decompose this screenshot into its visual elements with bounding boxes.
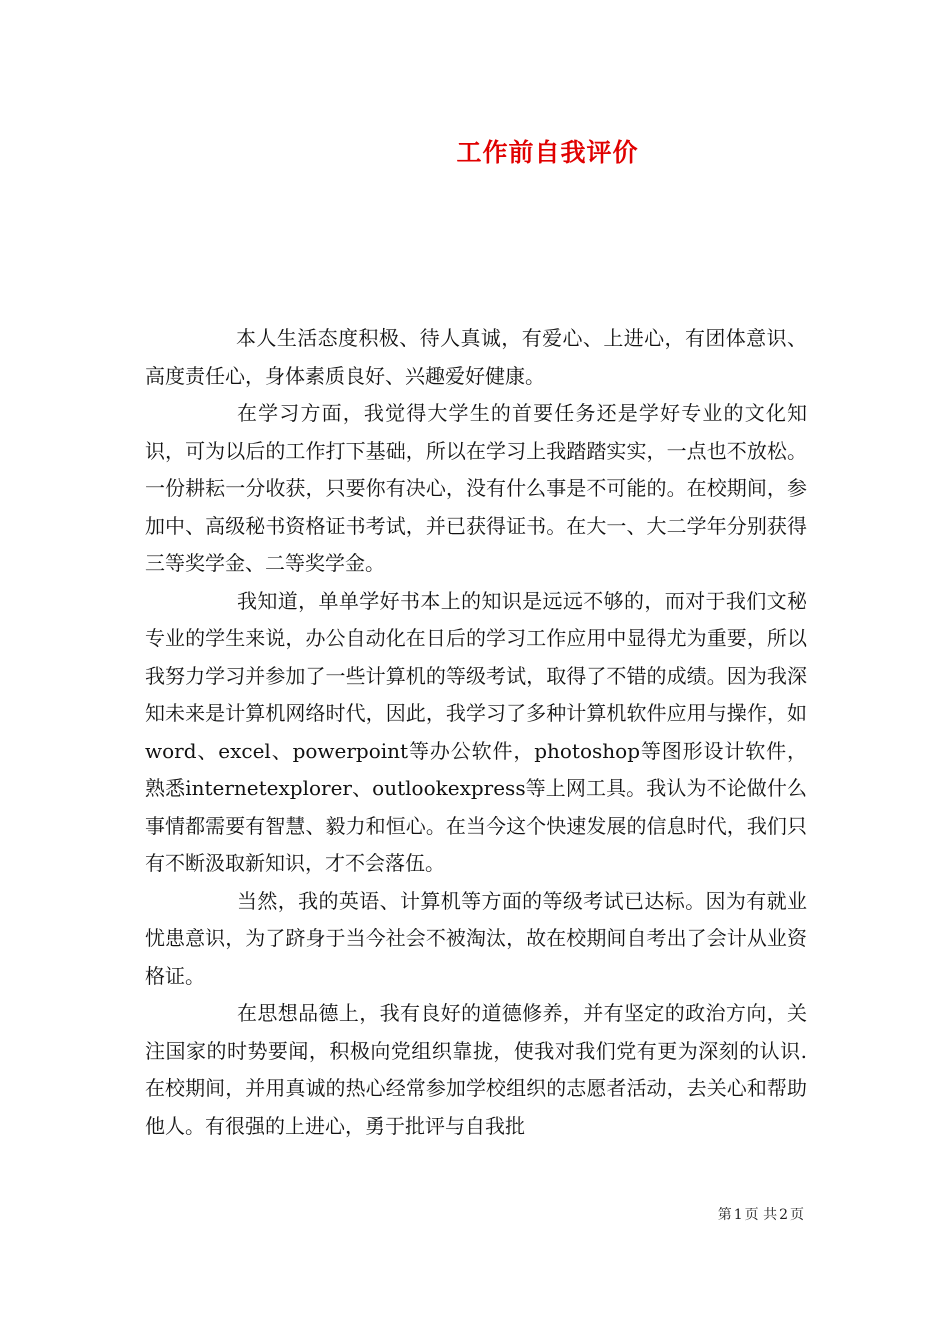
document-body	[145, 320, 807, 1145]
total-pages-number: 2	[779, 1207, 788, 1223]
footer-middle: 页 共	[744, 1207, 778, 1223]
page-number-footer	[0, 1204, 805, 1224]
current-page-number: 1	[733, 1207, 743, 1223]
footer-prefix: 第	[717, 1207, 732, 1223]
document-title: 工作前自我评价	[456, 138, 639, 167]
paragraph-4: 当然，我的英语、计算机等方面的等级考试已达标。因为有就业忧患意识，为了跻身于当今社会不被淘汰，故在校期间自考出了会计从业资格证。	[145, 888, 807, 988]
paragraph-5: 在思想品德上，我有良好的道德修养，并有坚定的政治方向，关注国家的时势要闻，积极向党组织靠拢，使我对我们党有更为深刻的认识.在校期间，并用真诚的热心经常参加学校组织的志愿者活动，去关心和帮助他人。有很强的上进心，勇于批评与自我批	[145, 1001, 807, 1138]
footer-suffix: 页	[790, 1207, 804, 1223]
paragraph-3: 我知道，单单学好书本上的知识是远远不够的，而对于我们文秘专业的学生来说，办公自动化在日后的学习工作应用中显得尤为重要，所以我努力学习并参加了一些计算机的等级考试，取得了不错的成绩。因为我深知未来是计算机网络时代，因此，我学习了多种计算机软件应用与操作，如word、excel、powerpoint等办公软件，photoshop等图形设计软件，熟悉internetexplorer、outlookexpress等上网工具。我认为不论做什么事情都需要有智慧、毅力和恒心。在当今这个快速发展的信息时代，我们只有不断汲取新知识，才不会落伍。	[145, 588, 807, 875]
paragraph-1: 本人生活态度积极、待人真诚，有爱心、上进心，有团体意识、高度责任心，身体素质良好、兴趣爱好健康。	[145, 326, 807, 388]
paragraph-2: 在学习方面，我觉得大学生的首要任务还是学好专业的文化知识，可为以后的工作打下基础，所以在学习上我踏踏实实，一点也不放松。一份耕耘一分收获，只要你有决心，没有什么事是不可能的。在校期间，参加中、高级秘书资格证书考试，并已获得证书。在大一、大二学年分别获得三等奖学金、二等奖学金。	[145, 401, 807, 575]
